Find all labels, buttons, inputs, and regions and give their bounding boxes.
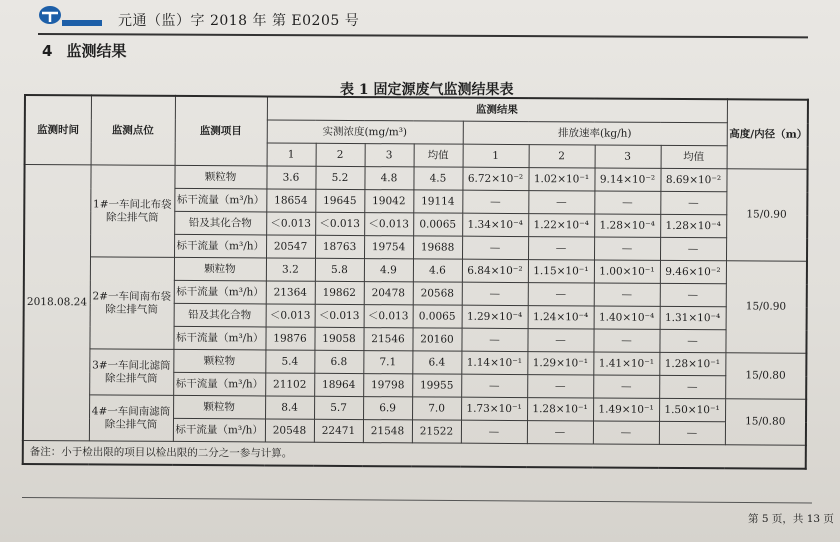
value-cell: 8.69×10⁻² <box>660 168 726 191</box>
height-cell: 15/0.90 <box>725 261 807 353</box>
value-cell: 1.00×10⁻¹ <box>594 260 660 283</box>
value-cell: ＜0.013 <box>266 212 315 235</box>
value-cell: 21364 <box>266 281 315 304</box>
header-results: 监测结果 <box>267 96 727 122</box>
header-r2: 2 <box>529 145 595 168</box>
value-cell: 5.2 <box>315 166 364 189</box>
value-cell: 5.8 <box>315 258 364 281</box>
value-cell: — <box>594 283 660 306</box>
results-table <box>22 94 809 470</box>
height-cell: 15/0.80 <box>725 353 806 399</box>
value-cell: — <box>462 190 528 213</box>
value-cell: 5.7 <box>314 396 363 419</box>
value-cell: 1.40×10⁻⁴ <box>594 306 660 329</box>
header-ravg: 均值 <box>661 145 727 168</box>
value-cell: 1.15×10⁻¹ <box>528 260 594 283</box>
value-cell: — <box>660 283 726 306</box>
value-cell: — <box>594 237 660 260</box>
height-cell: 15/0.90 <box>726 169 808 261</box>
value-cell: — <box>527 421 593 444</box>
value-cell: 18654 <box>266 189 315 212</box>
value-cell: 19955 <box>412 374 461 397</box>
value-cell: 6.4 <box>412 351 461 374</box>
item-cell: 颗粒物 <box>174 257 266 281</box>
note-row <box>23 440 806 468</box>
value-cell: 22471 <box>314 419 363 442</box>
value-cell: 7.0 <box>412 397 461 420</box>
value-cell: 19058 <box>314 327 363 350</box>
value-cell: 6.84×10⁻² <box>462 259 528 282</box>
value-cell: 19114 <box>413 190 462 213</box>
value-cell: — <box>593 375 659 398</box>
item-cell: 铅及其化合物 <box>174 211 266 235</box>
value-cell: 19862 <box>315 281 364 304</box>
value-cell: ＜0.013 <box>266 304 315 327</box>
value-cell: 9.46×10⁻² <box>660 260 726 283</box>
value-cell: 4.6 <box>413 259 462 282</box>
value-cell: 3.2 <box>266 258 315 281</box>
value-cell: 1.28×10⁻¹ <box>527 398 593 421</box>
value-cell: 5.4 <box>265 350 314 373</box>
value-cell: 6.72×10⁻² <box>462 167 528 190</box>
header-r1: 1 <box>463 144 529 167</box>
item-cell: 颗粒物 <box>173 349 265 373</box>
value-cell: — <box>659 329 725 352</box>
value-cell: 0.0065 <box>413 305 462 328</box>
value-cell: — <box>528 237 594 260</box>
value-cell: 6.8 <box>314 350 363 373</box>
section-heading: 监测结果 <box>66 42 127 60</box>
value-cell: ＜0.013 <box>364 213 413 236</box>
item-cell: 标干流量（m³/h） <box>174 234 266 258</box>
value-cell: — <box>527 329 593 352</box>
value-cell: 1.24×10⁻⁴ <box>528 306 594 329</box>
header-r3: 3 <box>595 145 661 168</box>
value-cell: 18964 <box>314 373 363 396</box>
value-cell: — <box>461 374 527 397</box>
value-cell: 4.8 <box>364 167 413 190</box>
value-cell: 1.31×10⁻⁴ <box>660 306 726 329</box>
point-cell: 1#一车间北布袋除尘排气筒 <box>90 165 175 258</box>
value-cell: 7.1 <box>363 351 412 374</box>
value-cell: — <box>528 191 594 214</box>
page-header <box>38 4 828 34</box>
value-cell: 1.29×10⁻⁴ <box>462 305 528 328</box>
value-cell: 1.28×10⁻⁴ <box>660 214 726 237</box>
value-cell: 8.4 <box>265 396 314 419</box>
value-cell: 18763 <box>315 235 364 258</box>
table-note: 备注：小于检出限的项目以检出限的二分之一参与计算。 <box>23 440 806 468</box>
value-cell: 1.41×10⁻¹ <box>593 352 659 375</box>
value-cell: 21102 <box>265 373 314 396</box>
value-cell: — <box>659 421 725 444</box>
section-title <box>42 40 126 61</box>
value-cell: 4.9 <box>364 259 413 282</box>
value-cell: — <box>593 329 659 352</box>
value-cell: 19754 <box>364 236 413 259</box>
value-cell: 20547 <box>266 235 315 258</box>
value-cell: 6.9 <box>363 397 412 420</box>
date-cell: 2018.08.24 <box>23 165 91 441</box>
value-cell: 9.14×10⁻² <box>594 168 660 191</box>
header-rate: 排放速率(kg/h) <box>463 121 727 146</box>
value-cell: 21548 <box>363 420 412 443</box>
table-row <box>23 395 806 423</box>
value-cell: — <box>594 191 660 214</box>
point-cell: 2#一车间南布袋除尘排气筒 <box>89 257 174 350</box>
value-cell: 19042 <box>364 190 413 213</box>
header-time: 监测时间 <box>25 95 91 165</box>
value-cell: 19798 <box>363 374 412 397</box>
item-cell: 标干流量（m³/h） <box>174 280 266 304</box>
value-cell: — <box>461 420 527 443</box>
value-cell: — <box>527 375 593 398</box>
value-cell: ＜0.013 <box>364 305 413 328</box>
results-table-wrapper <box>22 94 807 470</box>
value-cell: — <box>462 236 528 259</box>
table-row <box>23 349 806 377</box>
value-cell: 20548 <box>265 419 314 442</box>
header-height: 高度/内径（m） <box>727 99 808 169</box>
value-cell: 1.49×10⁻¹ <box>593 398 659 421</box>
header-item: 监测项目 <box>175 96 267 166</box>
value-cell: 19688 <box>413 236 462 259</box>
value-cell: ＜0.013 <box>315 304 364 327</box>
value-cell: 1.14×10⁻¹ <box>461 351 527 374</box>
section-number: 4 <box>42 42 53 60</box>
table-row <box>24 165 807 193</box>
value-cell: 20160 <box>412 328 461 351</box>
item-cell: 标干流量（m³/h） <box>173 372 265 396</box>
value-cell: — <box>660 191 726 214</box>
item-cell: 颗粒物 <box>174 165 266 189</box>
value-cell: 1.02×10⁻¹ <box>528 168 594 191</box>
value-cell: — <box>593 421 659 444</box>
header-cavg: 均值 <box>414 144 463 167</box>
header-c3: 3 <box>365 144 414 167</box>
value-cell: 21546 <box>363 328 412 351</box>
header-concentration: 实测浓度(mg/m³) <box>267 120 463 144</box>
value-cell: — <box>528 283 594 306</box>
value-cell: 0.0065 <box>413 213 462 236</box>
value-cell: 21522 <box>412 420 461 443</box>
height-cell: 15/0.80 <box>725 399 806 445</box>
value-cell: 19645 <box>315 189 364 212</box>
value-cell: 1.22×10⁻⁴ <box>528 214 594 237</box>
value-cell: 4.5 <box>413 167 462 190</box>
item-cell: 标干流量（m³/h） <box>173 326 265 350</box>
item-cell: 颗粒物 <box>173 395 265 419</box>
value-cell: 19876 <box>265 327 314 350</box>
value-cell: — <box>659 375 725 398</box>
item-cell: 标干流量（m³/h） <box>174 188 266 212</box>
point-cell: 3#一车间北滤筒除尘排气筒 <box>89 349 173 396</box>
value-cell: 3.6 <box>266 166 315 189</box>
header-c2: 2 <box>316 143 365 166</box>
value-cell: ＜0.013 <box>315 212 364 235</box>
value-cell: — <box>462 282 528 305</box>
value-cell: — <box>660 237 726 260</box>
header-c1: 1 <box>267 143 316 166</box>
value-cell: 1.73×10⁻¹ <box>461 397 527 420</box>
value-cell: 1.28×10⁻¹ <box>659 352 725 375</box>
table-title: 表 1 固定源废气监测结果表 <box>340 82 514 98</box>
company-logo <box>38 4 104 28</box>
value-cell: 1.50×10⁻¹ <box>659 398 725 421</box>
value-cell: — <box>461 328 527 351</box>
item-cell: 铅及其化合物 <box>174 303 266 327</box>
value-cell: 20568 <box>413 282 462 305</box>
footer-divider <box>22 497 812 504</box>
value-cell: 20478 <box>364 282 413 305</box>
value-cell: 1.29×10⁻¹ <box>527 352 593 375</box>
page-number: 第 5 页，共 13 页 <box>748 513 834 525</box>
value-cell: 1.28×10⁻⁴ <box>594 214 660 237</box>
table-row <box>24 257 807 285</box>
header-point: 监测点位 <box>91 95 175 165</box>
value-cell: 1.34×10⁻⁴ <box>462 213 528 236</box>
document-number: 元通（监）字 2018 年 第 E0205 号 <box>118 13 360 29</box>
item-cell: 标干流量（m³/h） <box>173 418 265 442</box>
point-cell: 4#一车间南滤筒除尘排气筒 <box>89 395 173 442</box>
